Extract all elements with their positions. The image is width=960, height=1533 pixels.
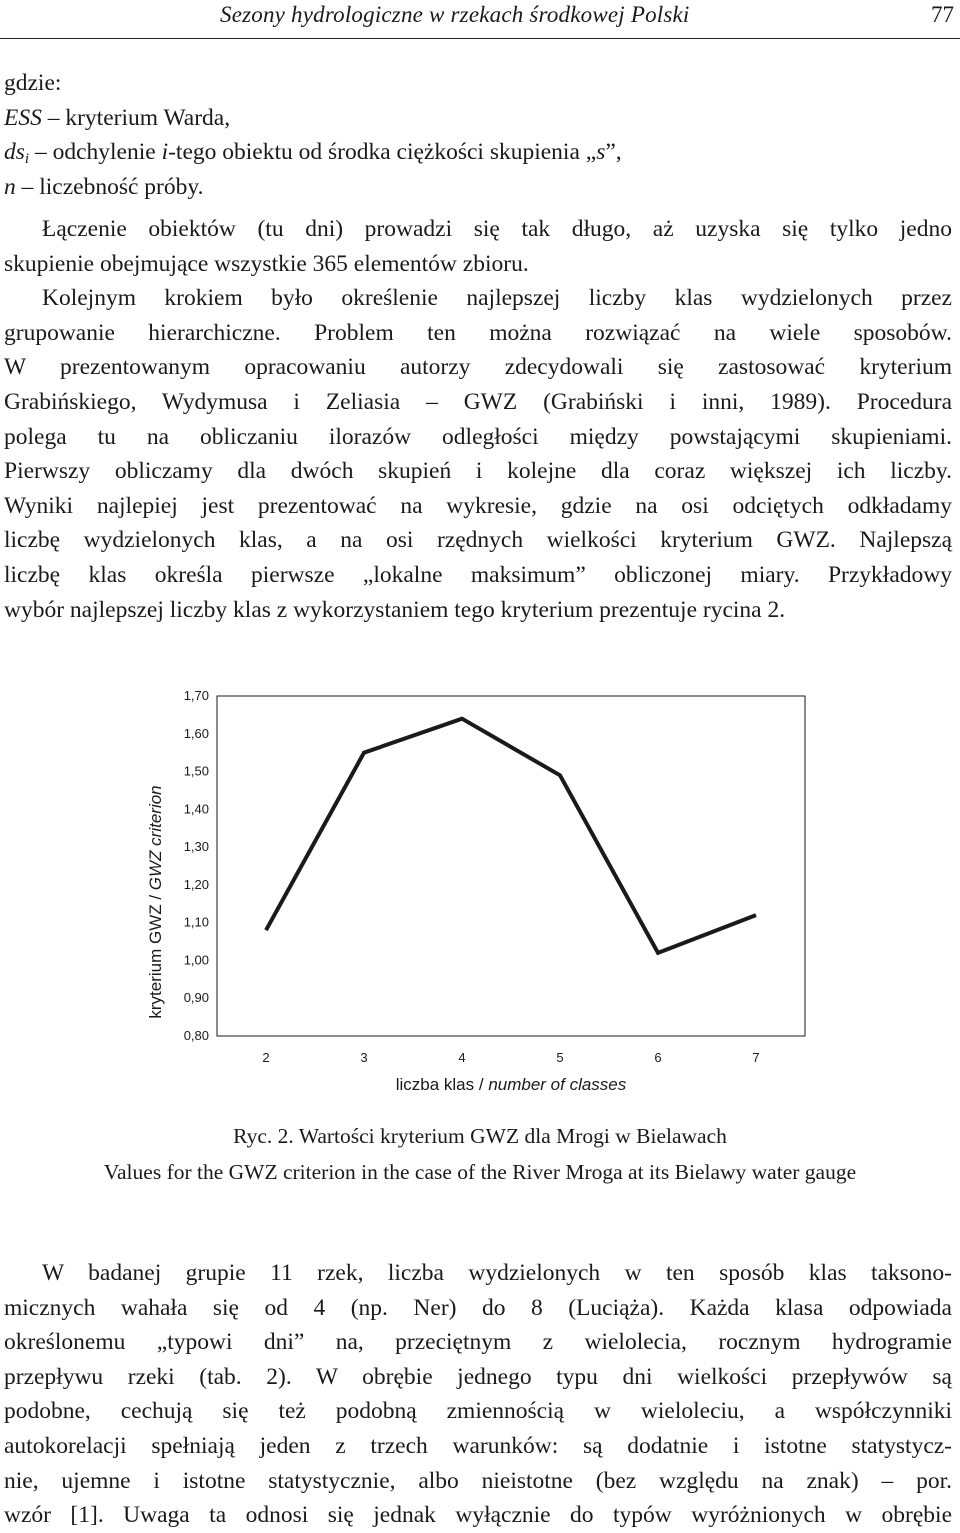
paragraph-line: Kolejnym krokiem było określenie najlepszej liczby klas wydzielonych przez	[4, 281, 952, 316]
paragraph-line: Pierwszy obliczamy dla dwóch skupień i kolejne dla coraz większej ich liczby.	[4, 454, 952, 489]
definition-n	[4, 170, 952, 205]
page-header	[0, 0, 960, 39]
ds-description-s: s	[596, 139, 605, 165]
paragraph-line: liczbę wydzielonych klas, a na osi rzędnych wielkości kryterium GWZ. Najlepszą	[4, 523, 952, 558]
paragraph-line: nie, ujemne i istotne statystycznie, albo nieistotne (bez względu na znak) – por.	[4, 1464, 952, 1499]
figure-caption-english: Values for the GWZ criterion in the case of the River Mroga at its Bielawy water gauge	[0, 1160, 960, 1185]
y-axis-ticks	[184, 688, 209, 1043]
x-tick-label: 4	[458, 1050, 465, 1065]
definitions-block	[4, 66, 952, 204]
paragraph-line: polega tu na obliczaniu ilorazów odległości między powstającymi skupieniami.	[4, 420, 952, 455]
x-tick-label: 3	[360, 1050, 367, 1065]
ds-subscript: i	[25, 151, 29, 167]
ds-description-part3: ”,	[605, 139, 621, 165]
series-line	[266, 719, 756, 953]
x-tick-label: 7	[752, 1050, 759, 1065]
ds-description-part1: – odchylenie	[29, 139, 161, 165]
paragraph-line: określonemu „typowi dni” na, przeciętnym z wielolecia, rocznym hydrogramie	[4, 1325, 952, 1360]
y-tick-label: 0,80	[184, 1028, 209, 1043]
y-tick-label: 1,60	[184, 726, 209, 741]
figure-2-chart	[0, 680, 960, 1100]
ess-description: – kryterium Warda,	[42, 105, 230, 131]
y-axis-title-italic: GWZ criterion	[146, 785, 165, 890]
paragraph-line: liczbę klas określa pierwsze „lokalne maksimum” obliczonej miary. Przykładowy	[4, 558, 952, 593]
paragraph-line: skupienie obejmujące wszystkie 365 elementów zbioru.	[4, 247, 952, 282]
x-axis-ticks	[262, 1050, 759, 1065]
x-axis-title-italic: number of classes	[488, 1075, 626, 1094]
x-axis-title-plain: liczba klas /	[396, 1075, 489, 1094]
n-symbol: n	[4, 174, 16, 200]
paragraph-line: wzór [1]. Uwaga ta odnosi się jednak wyłącznie do typów wyróżnionych w obrębie	[4, 1498, 952, 1533]
paragraph-line: podobne, cechują się też podobną zmiennością w wieloleciu, a współczynniki	[4, 1394, 952, 1429]
n-description: – liczebność próby.	[16, 174, 204, 200]
paragraph-line: W prezentowanym opracowaniu autorzy zdecydowali się zastosować kryterium	[4, 350, 952, 385]
y-tick-label: 0,90	[184, 990, 209, 1005]
paragraph-line: Wyniki najlepiej jest prezentować na wykresie, gdzie na osi odciętych odkładamy	[4, 489, 952, 524]
paragraph-line: wybór najlepszej liczby klas z wykorzystaniem tego kryterium prezentuje rycina 2.	[4, 593, 952, 628]
y-tick-label: 1,20	[184, 877, 209, 892]
definition-ess	[4, 101, 952, 136]
paragraph-line: grupowanie hierarchiczne. Problem ten można rozwiązać na wiele sposobów.	[4, 316, 952, 351]
ds-description-i: i	[162, 139, 169, 165]
page-number: 77	[931, 2, 954, 28]
ds-description-part2: -tego obiektu od środka ciężkości skupienia „	[168, 139, 596, 165]
paragraph-2	[4, 1256, 952, 1533]
series-group	[266, 719, 756, 953]
paragraph-line: micznych wahała się od 4 (np. Ner) do 8 (Luciąża). Każda klasa odpowiada	[4, 1291, 952, 1326]
ess-symbol: ESS	[4, 105, 42, 131]
figure-caption-polish: Ryc. 2. Wartości kryterium GWZ dla Mrogi w Bielawach	[0, 1124, 960, 1149]
x-tick-label: 5	[556, 1050, 563, 1065]
y-tick-label: 1,00	[184, 952, 209, 967]
y-axis-title-plain: kryterium GWZ /	[146, 890, 165, 1018]
x-axis-title	[396, 1075, 627, 1094]
paragraph-line: Grabińskiego, Wydymusa i Zeliasia – GWZ (Grabiński i inni, 1989). Procedura	[4, 385, 952, 420]
y-axis-title	[146, 785, 165, 1018]
y-tick-label: 1,30	[184, 839, 209, 854]
y-tick-label: 1,10	[184, 915, 209, 930]
y-tick-label: 1,50	[184, 764, 209, 779]
paragraph-line: przepływu rzeki (tab. 2). W obrębie jednego typu dni wielkości przepływów są	[4, 1360, 952, 1395]
paragraph-1	[4, 212, 952, 627]
definition-ds	[4, 135, 952, 170]
y-tick-label: 1,70	[184, 688, 209, 703]
running-title: Sezony hydrologiczne w rzekach środkowej Polski	[220, 2, 690, 28]
paragraph-line: Łączenie obiektów (tu dni) prowadzi się tak długo, aż uzyska się tylko jedno	[4, 212, 952, 247]
y-tick-label: 1,40	[184, 801, 209, 816]
x-tick-label: 2	[262, 1050, 269, 1065]
paragraph-line: W badanej grupie 11 rzek, liczba wydzielonych w ten sposób klas taksono-	[4, 1256, 952, 1291]
paragraph-line: autokorelacji spełniają jeden z trzech warunków: są dodatnie i istotne statystycz-	[4, 1429, 952, 1464]
ds-symbol: ds	[4, 139, 25, 165]
definitions-intro: gdzie:	[4, 66, 952, 101]
line-chart	[0, 680, 960, 1100]
x-tick-label: 6	[654, 1050, 661, 1065]
